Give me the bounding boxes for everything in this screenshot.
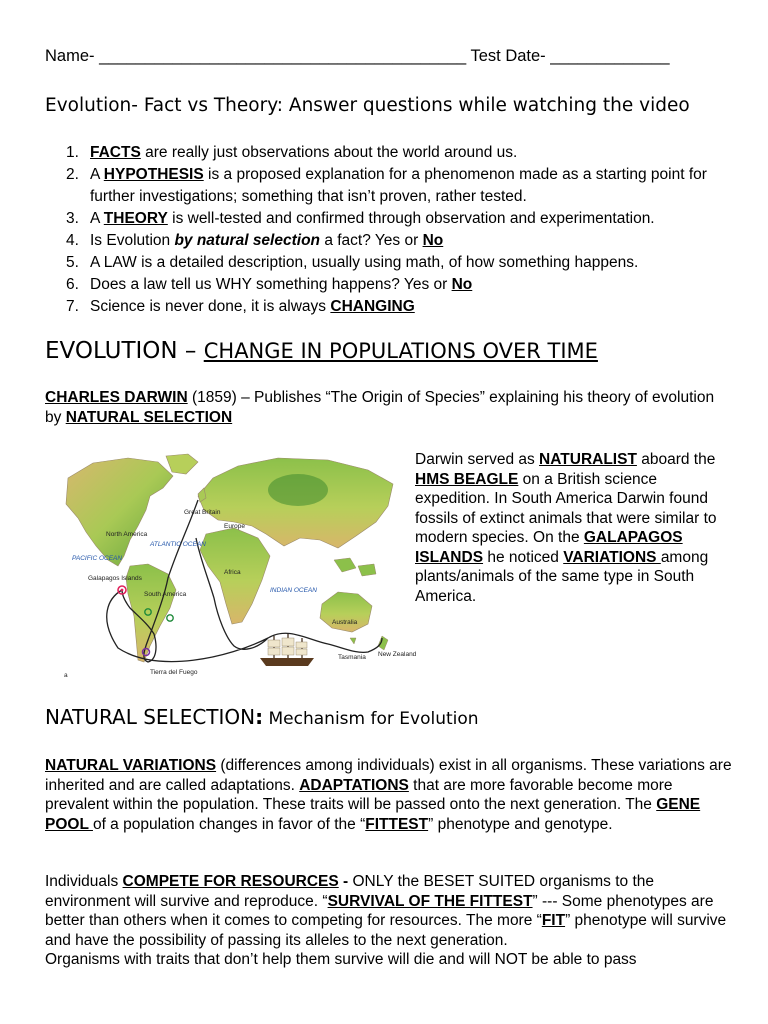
text-run: Darwin served as	[415, 451, 540, 468]
question-number: 7.	[66, 298, 79, 315]
natural-selection-heading-sub: Mechanism for Evolution	[263, 709, 479, 729]
text-run: is a proposed explanation for a phenomenon made as a starting point for further investigations; something that isn’t proven, rather tested.	[90, 166, 707, 205]
question-list	[62, 142, 732, 318]
key-term: COMPETE FOR RESOURCES	[122, 873, 339, 890]
text-run: among plants/animals of the same type in South America.	[415, 548, 709, 605]
text-run: ” phenotype will survive and have the possibility of passing its alleles to the next generation.	[45, 912, 727, 949]
question-item	[62, 252, 732, 274]
label-pacific: PACIFIC OCEAN	[72, 555, 123, 562]
text-run: ONLY the BESET SUITED organisms to the environment will survive and reproduce. “	[45, 873, 655, 910]
text-run: ” phenotype and genotype.	[428, 815, 613, 833]
label-africa: Africa	[224, 569, 241, 576]
label-atlantic: ATLANTIC OCEAN	[150, 541, 206, 548]
question-item	[62, 296, 732, 318]
text-run: is well-tested and confirmed through observation and experimentation.	[167, 210, 655, 227]
text-run: are really just observations about the world around us.	[140, 144, 518, 161]
text-run: on a British science expedition. In South America Darwin found fossils of extinct animals that were similar to modern species. On the	[415, 470, 717, 546]
label-south-america: South America	[144, 591, 187, 598]
text-run: (1859) – Publishes “The Origin of Species” explaining his theory of evolution by	[45, 389, 715, 426]
beagle-voyage-map	[38, 448, 417, 684]
text-run: -	[338, 873, 353, 890]
name-label: Name-	[45, 47, 95, 65]
text-run: aboard the	[636, 451, 716, 468]
worksheet-title: Evolution- Fact vs Theory: Answer questions while watching the video	[45, 95, 690, 116]
text-run: Does a law tell us WHY something happens? Yes or	[90, 276, 452, 293]
test-date-blank: _____________	[550, 47, 670, 65]
label-tasmania: Tasmania	[338, 654, 366, 661]
evolution-heading-sub: CHANGE IN POPULATIONS OVER TIME	[203, 339, 598, 363]
compete-paragraph	[45, 872, 735, 970]
variations-paragraph	[45, 756, 735, 834]
key-term: GALAPAGOS ISLANDS	[415, 529, 683, 566]
question-number: 4.	[66, 232, 79, 249]
key-term: VARIATIONS	[563, 548, 661, 566]
question-number: 2.	[66, 166, 79, 183]
key-term: GENE POOL	[45, 796, 701, 833]
label-new-zealand: New Zealand	[378, 651, 417, 658]
text-run: (differences among individuals) exist in all organisms. These variations are inherited and are called adaptations.	[45, 757, 732, 794]
text-run: Organisms with traits that don’t help them survive will die and will NOT be able to pass	[45, 951, 637, 968]
label-indian: INDIAN OCEAN	[270, 587, 317, 594]
question-item	[62, 230, 732, 252]
text-run: A	[90, 210, 104, 227]
text-run: Individuals	[45, 873, 123, 890]
key-term: CHANGING	[330, 298, 415, 315]
question-number: 3.	[66, 210, 79, 227]
text-run: A	[90, 166, 104, 183]
key-term: NATURAL VARIATIONS	[45, 757, 217, 774]
label-great-britain: Great Britain	[184, 509, 221, 516]
name-blank: ________________________________________	[99, 47, 467, 65]
evolution-heading-main: EVOLUTION –	[45, 338, 204, 364]
text-run: that are more favorable become more prevalent within the population. These traits will be passed onto the next generation. The	[45, 776, 673, 813]
question-item	[62, 164, 732, 208]
label-north-america: North America	[106, 531, 148, 538]
key-term: NATURAL SELECTION	[65, 408, 233, 426]
test-date-label: Test Date-	[470, 47, 546, 65]
label-europe: Europe	[224, 523, 245, 530]
question-number: 6.	[66, 276, 79, 293]
label-tierra-del-fuego: Tierra del Fuego	[150, 669, 198, 676]
key-term: No	[451, 276, 473, 293]
key-term: No	[422, 232, 444, 249]
label-galapagos: Galapagos Islands	[88, 575, 142, 582]
text-run: A LAW is a detailed description, usually using math, of how something happens.	[90, 254, 639, 271]
key-term: HYPOTHESIS	[103, 166, 204, 183]
key-term: SURVIVAL OF THE FITTEST	[327, 892, 533, 910]
label-figure-letter: a	[64, 672, 68, 679]
key-term: CHARLES DARWIN	[45, 389, 188, 406]
key-term: NATURALIST	[539, 451, 637, 468]
text-run: he noticed	[483, 548, 564, 566]
natural-selection-heading	[45, 705, 479, 729]
key-term: ADAPTATIONS	[299, 776, 409, 794]
darwin-paragraph	[45, 388, 725, 427]
question-item	[62, 208, 732, 230]
name-date-line	[45, 47, 670, 66]
text-run: a fact? Yes or	[320, 232, 423, 249]
evolution-heading	[45, 338, 598, 364]
text-run: Is Evolution	[90, 232, 175, 249]
question-number: 5.	[66, 254, 79, 271]
key-term: FITTEST	[365, 815, 429, 833]
key-term: THEORY	[103, 210, 168, 227]
naturalist-paragraph	[415, 450, 725, 606]
question-item	[62, 142, 732, 164]
text-run: Science is never done, it is always	[90, 298, 331, 315]
question-number: 1.	[66, 144, 79, 161]
natural-selection-heading-main: NATURAL SELECTION	[45, 705, 256, 729]
label-australia: Australia	[332, 619, 358, 626]
text-run: by natural selection	[174, 232, 321, 249]
text-run: ” --- Some phenotypes are better than others when it comes to competing for resources. The more “	[45, 892, 714, 929]
key-term: FACTS	[90, 144, 141, 161]
natural-selection-heading-colon: :	[255, 705, 264, 729]
key-term: HMS BEAGLE	[415, 470, 519, 488]
text-run: of a population changes in favor of the “	[92, 815, 366, 833]
key-term: FIT	[541, 912, 566, 929]
question-item	[62, 274, 732, 296]
